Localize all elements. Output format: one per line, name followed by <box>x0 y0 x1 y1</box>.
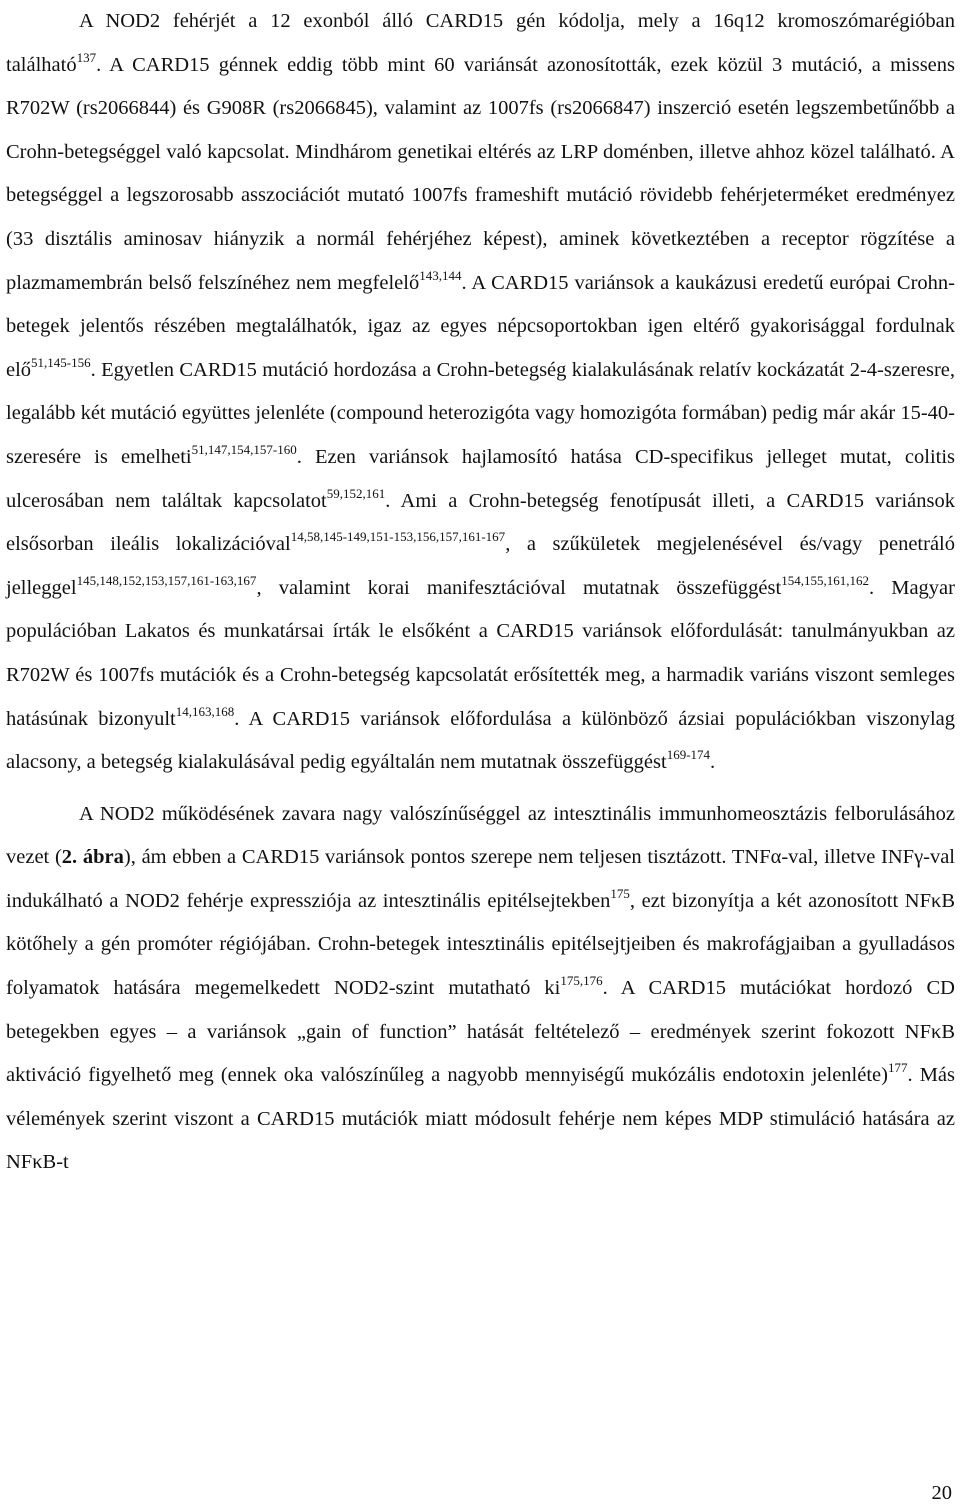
citation-ref: 14,163,168 <box>175 703 235 719</box>
citation-ref: 177 <box>887 1060 908 1076</box>
page-number: 20 <box>931 1482 952 1504</box>
text-run: A NOD2 működésének zavara nagy valószínűséggel az intesztinális immunhomeosztázis felborulásához vezet ( <box>6 802 955 869</box>
figure-reference: 2. ábra <box>61 846 124 869</box>
citation-ref: 51,145-156 <box>31 354 91 370</box>
text-run: . Ezen variánsok hajlamosító hatása CD-specifikus jelleget mutat, colitis ulcerosában nem találtak kapcsolatot <box>6 445 956 512</box>
citation-ref: 154,155,161,162 <box>781 572 869 588</box>
text-run: . Ami a Crohn-betegség fenotípusát illeti, a CARD15 variánsok elsősorban ileális lokalizációval <box>6 489 955 556</box>
text-run: ), ám ebben a CARD15 variánsok pontos szerepe nem teljesen tisztázott. TNFα-val, illetve INFγ-val indukálható a NOD2 fehérje expressziója az intesztinális epitélsejtekben <box>6 846 955 912</box>
text-run: A NOD2 fehérjét a 12 exonból álló CARD15 gén kódolja, mely a 16q12 kromoszómarégióban található <box>6 10 955 76</box>
text-run: . A CARD15 variánsok előfordulása a különböző ázsiai populációkban viszonylag alacsony, a betegség kialakulásával pedig egyáltalán nem mutatnak összefüggést <box>6 707 956 774</box>
text-run: , ezt bizonyítja a két azonosított NFκB kötőhely a gén promóter régiójában. Crohn-betegek intesztinális epitélsejtjeiben és makrofágjaiban a gyulladásos folyamatok hatására megemelkedett NOD2-szint mutatható ki <box>6 889 955 1000</box>
text-run: . Más vélemények szerint viszont a CARD15 mutációk miatt módosult fehérje nem képes MDP stimuláció hatására az NFκB-t <box>6 1064 956 1174</box>
citation-ref: 175,176 <box>560 973 603 989</box>
citation-ref: 175 <box>610 885 630 901</box>
paragraph-card15-variants <box>6 0 955 785</box>
text-run: , valamint korai manifesztációval mutatnak összefüggést <box>256 576 782 599</box>
text-run: , a szűkületek megjelenésével és/vagy penetráló jelleggel <box>6 533 955 599</box>
text-run: . A CARD15 variánsok a kaukázusi eredetű európai Crohn-betegek jelentős részében megtalálhatók, igaz az egyes népcsoportokban igen eltérő gyakorisággal fordulnak elő <box>6 271 955 381</box>
citation-ref: 145,148,152,153,157,161-163,167 <box>76 572 257 588</box>
text-run: . A CARD15 génnek eddig több mint 60 variánsát azonosították, ezek közül 3 mutáció, a missens R702W (rs2066844) és G908R (rs2066845), valamint az 1007fs (rs2066847) inszerció esetén legszembetűnőbb a Crohn-betegséggel való kapcsolat. Mindhárom genetikai eltérés az LRP doménben, illetve ahhoz közel található. A betegséggel a legszorosabb asszociációt mutató 1007fs frameshift mutáció rövidebb fehérjeterméket eredményez (33 disztális aminosav hiányzik a normál fehérjéhez képest), aminek következtében a receptor rögzítése a plazmamembrán belső felszínéhez nem megfelelő <box>6 53 955 294</box>
citation-ref: 51,147,154,157-160 <box>191 441 297 457</box>
text-run: . <box>710 751 716 774</box>
citation-ref: 137 <box>76 49 97 65</box>
paragraph-nod2-function <box>6 793 955 1185</box>
citation-ref: 169-174 <box>666 747 711 763</box>
citation-ref: 14,58,145-149,151-153,156,157,161-167 <box>290 529 506 545</box>
text-run: . Egyetlen CARD15 mutáció hordozása a Crohn-betegség kialakulásának relatív kockázatát 2-4-szeresre, legalább két mutáció együttes jelenléte (compound heterozigóta vagy homozigóta formában) pedig már akár 15-40-szeresére is emelheti <box>6 358 955 468</box>
text-run: . Magyar populációban Lakatos és munkatársai írták le elsőként a CARD15 variánsok előfordulását: tanulmányukban az R702W és 1007fs mutációk és a Crohn-betegség kapcsolatát erősítették meg, a harmadik variáns viszont semleges hatásúnak bizonyult <box>6 576 955 730</box>
citation-ref: 143,144 <box>419 267 462 283</box>
text-run: . A CARD15 mutációkat hordozó CD betegekben egyes – a variánsok „gain of function” hatását feltételező – eredmények szerint fokozott NFκB aktiváció figyelhető meg (ennek oka valószínűleg a nagyobb mennyiségű mukózális endotoxin jelenléte) <box>6 977 955 1087</box>
citation-ref: 59,152,161 <box>326 485 386 501</box>
